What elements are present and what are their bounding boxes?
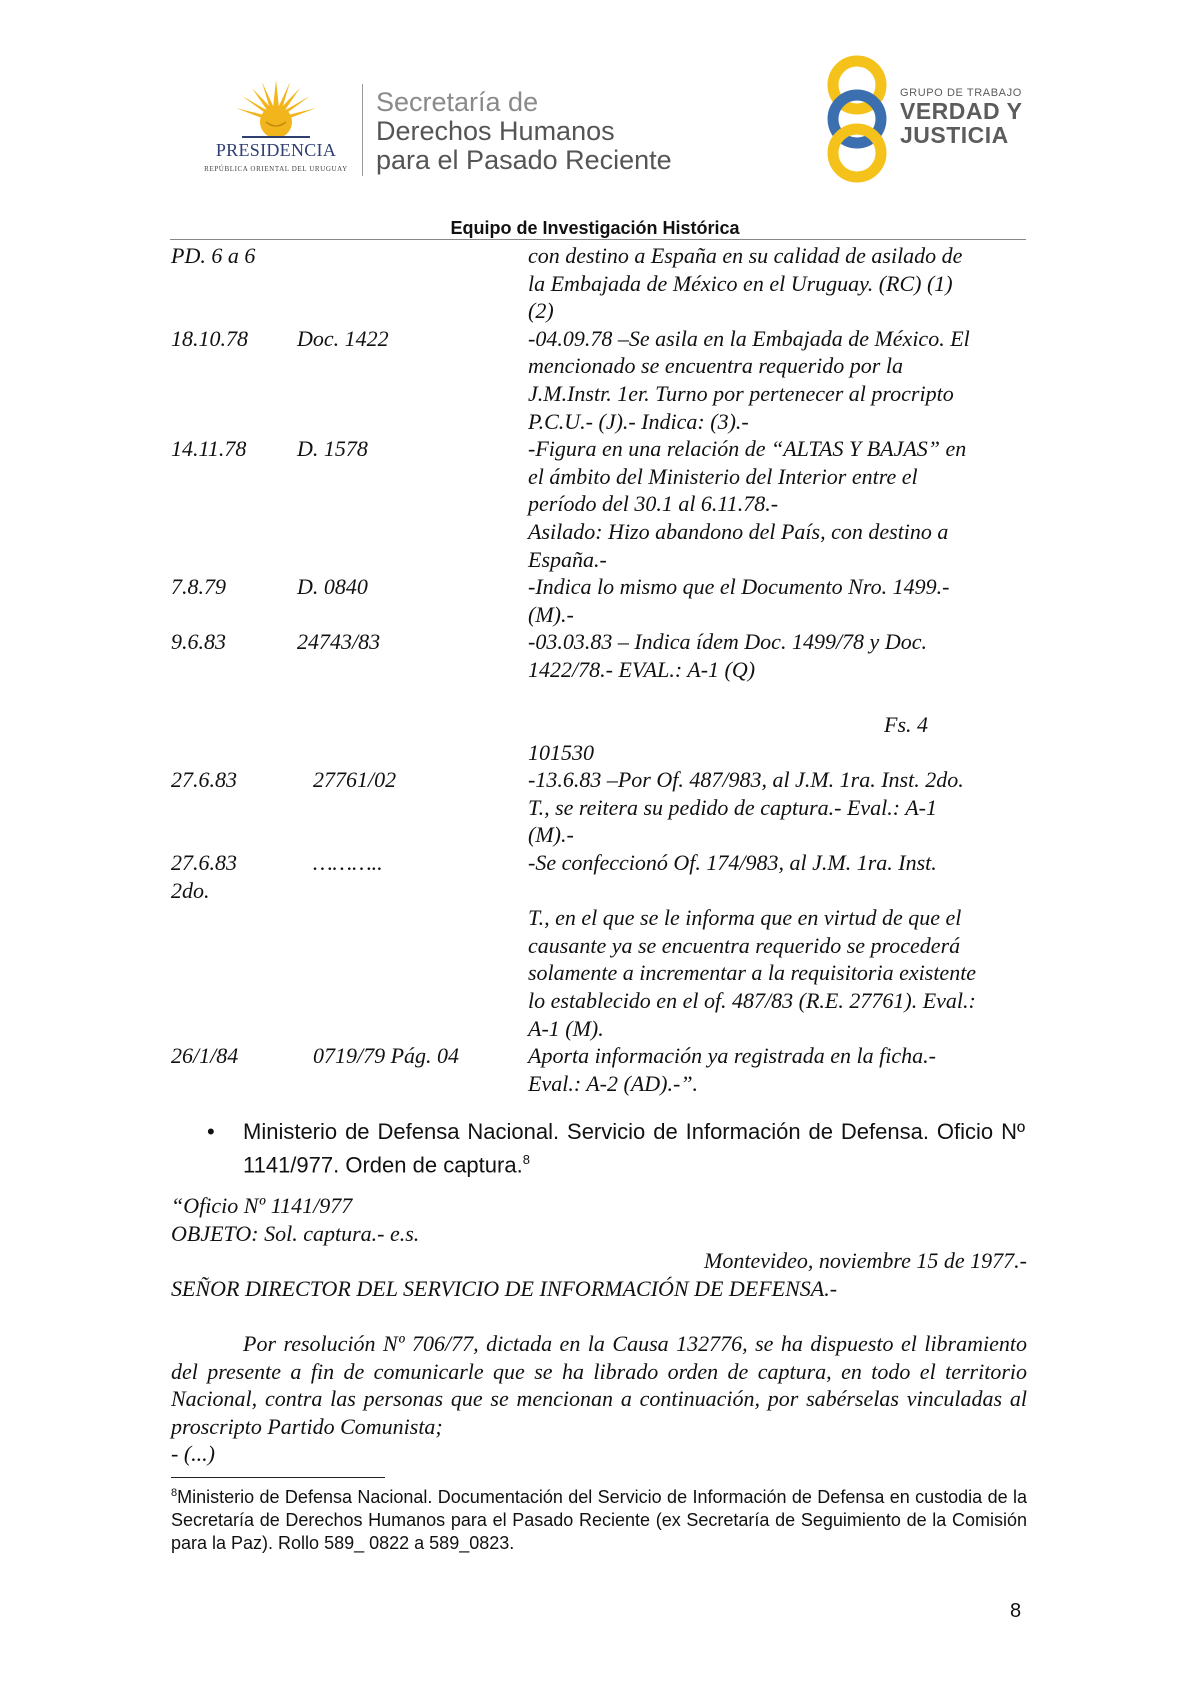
record-desc <box>528 766 1031 849</box>
desc-line: -Figura en una relación de “ALTAS Y BAJAS” en <box>528 436 967 462</box>
record-date: 14.11.78 <box>171 436 247 462</box>
secretaria-line: Secretaría de <box>376 87 539 117</box>
team-title: Equipo de Investigación Histórica <box>450 218 740 238</box>
letter-ellipsis: - (...) <box>171 1441 215 1467</box>
letter-date: Montevideo, noviembre 15 de 1977.- <box>704 1248 1027 1274</box>
header-rule <box>170 239 1026 240</box>
record-date <box>171 849 297 904</box>
desc-line: Eval.: A-2 (AD).-”. <box>528 1070 699 1096</box>
desc-line: -03.03.83 – Indica ídem Doc. 1499/78 y Doc. <box>528 629 927 655</box>
record-doc <box>297 904 528 1042</box>
desc-line: el ámbito del Ministerio del Interior entre el <box>528 463 918 489</box>
record-date <box>171 904 297 1042</box>
record-doc: Doc. 1422 <box>297 325 389 351</box>
footnote-rule <box>171 1477 385 1478</box>
record-desc <box>528 573 1031 628</box>
letter-quote <box>171 1192 1027 1468</box>
page-number: 8 <box>1010 1600 1022 1622</box>
secretaria-name <box>376 88 672 175</box>
record-row <box>171 904 1031 1042</box>
page-header <box>0 0 1190 220</box>
secretaria-line: para el Pasado Reciente <box>376 145 672 175</box>
record-row <box>171 766 1031 849</box>
bullet-text <box>243 1118 1025 1179</box>
footnote <box>171 1482 1027 1555</box>
presidencia-title: PRESIDENCIA <box>215 140 337 160</box>
footnote-number: 8 <box>171 1487 178 1499</box>
desc-line: T., se reitera su pedido de captura.- Eval.: A-1 <box>528 794 937 820</box>
desc-line: -04.09.78 –Se asila en la Embajada de México. El <box>528 325 970 351</box>
record-doc: ……….. <box>313 850 383 876</box>
gtvj-text <box>900 87 1022 147</box>
desc-line: 1422/78.- EVAL.: A-1 (Q) <box>528 656 756 682</box>
record-doc <box>297 242 528 325</box>
desc-line: T., en el que se le informa que en virtud de que el <box>528 905 962 931</box>
desc-line: (2) <box>528 298 554 324</box>
bullet-text-content: Ministerio de Defensa Nacional. Servicio de Información de Defensa. Oficio Nº 1141/977. Orden de captura. <box>243 1119 1025 1178</box>
desc-line: solamente a incrementar a la requisitoria existente <box>528 960 977 986</box>
gtvj-line: VERDAD Y <box>900 98 1023 124</box>
record-row <box>171 435 1031 573</box>
desc-line: mencionado se encuentra requerido por la <box>528 353 903 379</box>
desc-line: (M).- <box>528 601 574 627</box>
desc-line: lo establecido en el of. 487/83 (R.E. 27761). Eval.: <box>528 988 976 1014</box>
letter-line: OBJETO: Sol. captura.- e.s. <box>171 1220 420 1246</box>
letter-body: Por resolución Nº 706/77, dictada en la Causa 132776, se ha dispuesto el libramiento del presente a fin de comunicarle que se ha librado orden de captura, en todo el territorio Nacional, contra las personas que se mencionan a continuación, por sabérselas vinculadas al proscripto Partido Comunista; <box>171 1330 1027 1439</box>
desc-line: con destino a España en su calidad de asilado de <box>528 243 963 268</box>
record-doc: D. 1578 <box>297 436 368 462</box>
record-row <box>171 1042 1031 1097</box>
record-desc <box>528 325 1031 435</box>
record-date: PD. 6 a 6 <box>171 243 256 268</box>
record-desc <box>528 242 1031 325</box>
record-row <box>171 325 1031 435</box>
blank-line <box>171 684 1031 712</box>
record-desc <box>528 904 1031 1042</box>
desc-line: -13.6.83 –Por Of. 487/983, al J.M. 1ra. Inst. 2do. <box>528 767 964 793</box>
footnote-text: Ministerio de Defensa Nacional. Documentación del Servicio de Información de Defensa en custodia de la Secretaría de Derechos Humanos para el Pasado Reciente (ex Secretaría de Seguimiento de la Comisión para la Paz). Rollo 589_ 0822 a 589_0823. <box>171 1487 1027 1553</box>
bullet-marker: • <box>207 1119 215 1144</box>
fs-row <box>171 711 1031 739</box>
fs-label: Fs. 4 <box>884 712 928 738</box>
record-date: 26/1/84 <box>171 1043 239 1069</box>
record-date: 7.8.79 <box>171 574 226 600</box>
letter-addressee: SEÑOR DIRECTOR DEL SERVICIO DE INFORMACIÓN DE DEFENSA.- <box>171 1275 838 1301</box>
desc-line: -Se confeccionó Of. 174/983, al J.M. 1ra. Inst. <box>528 850 937 876</box>
gtvj-logo <box>820 55 1040 185</box>
ref-number: 101530 <box>528 739 594 765</box>
desc-line: P.C.U.- (J).- Indica: (3).- <box>528 408 749 434</box>
record-date-line: 2do. <box>171 877 210 903</box>
gtvj-line: GRUPO DE TRABAJO <box>900 87 1022 99</box>
record-desc <box>528 435 1031 573</box>
letter-line: “Oficio Nº 1141/977 <box>171 1193 353 1218</box>
presidencia-logo <box>196 78 356 178</box>
record-desc <box>528 849 1031 904</box>
record-desc <box>528 628 1031 683</box>
desc-line: Aporta información ya registrada en la ficha.- <box>528 1043 936 1069</box>
records-table <box>171 242 1031 1097</box>
record-doc: D. 0840 <box>297 574 368 600</box>
record-doc: 0719/79 Pág. 04 <box>313 1043 460 1069</box>
rings-icon <box>820 55 894 183</box>
desc-line: A-1 (M). <box>528 1015 604 1041</box>
record-date-line: 27.6.83 <box>171 850 237 876</box>
record-date: 9.6.83 <box>171 629 226 655</box>
desc-line: (M).- <box>528 822 574 848</box>
desc-line: causante ya se encuentra requerido se procederá <box>528 932 961 958</box>
secretaria-line: Derechos Humanos <box>376 116 615 146</box>
presidencia-subtitle: REPÚBLICA ORIENTAL DEL URUGUAY <box>204 165 348 173</box>
record-desc <box>528 1042 1031 1097</box>
record-row <box>171 573 1031 628</box>
desc-line: España.- <box>528 546 607 572</box>
desc-line: período del 30.1 al 6.11.78.- <box>528 491 779 517</box>
record-date: 18.10.78 <box>171 325 248 351</box>
record-row <box>171 242 1031 325</box>
desc-line: J.M.Instr. 1er. Turno por pertenecer al procripto <box>528 380 954 406</box>
desc-line: -Indica lo mismo que el Documento Nro. 1499.- <box>528 574 950 600</box>
record-doc: 24743/83 <box>297 629 381 655</box>
record-doc: 27761/02 <box>313 767 397 793</box>
record-row <box>171 849 1031 904</box>
record-date: 27.6.83 <box>171 767 237 793</box>
ref-row <box>171 739 1031 767</box>
record-row <box>171 628 1031 683</box>
desc-line: la Embajada de México en el Uruguay. (RC) (1) <box>528 270 953 296</box>
gtvj-line: JUSTICIA <box>900 122 1009 148</box>
footnote-ref: 8 <box>522 1152 530 1167</box>
header-divider <box>362 84 363 176</box>
desc-line: Asilado: Hizo abandono del País, con destino a <box>528 518 949 544</box>
sun-icon <box>232 78 320 140</box>
